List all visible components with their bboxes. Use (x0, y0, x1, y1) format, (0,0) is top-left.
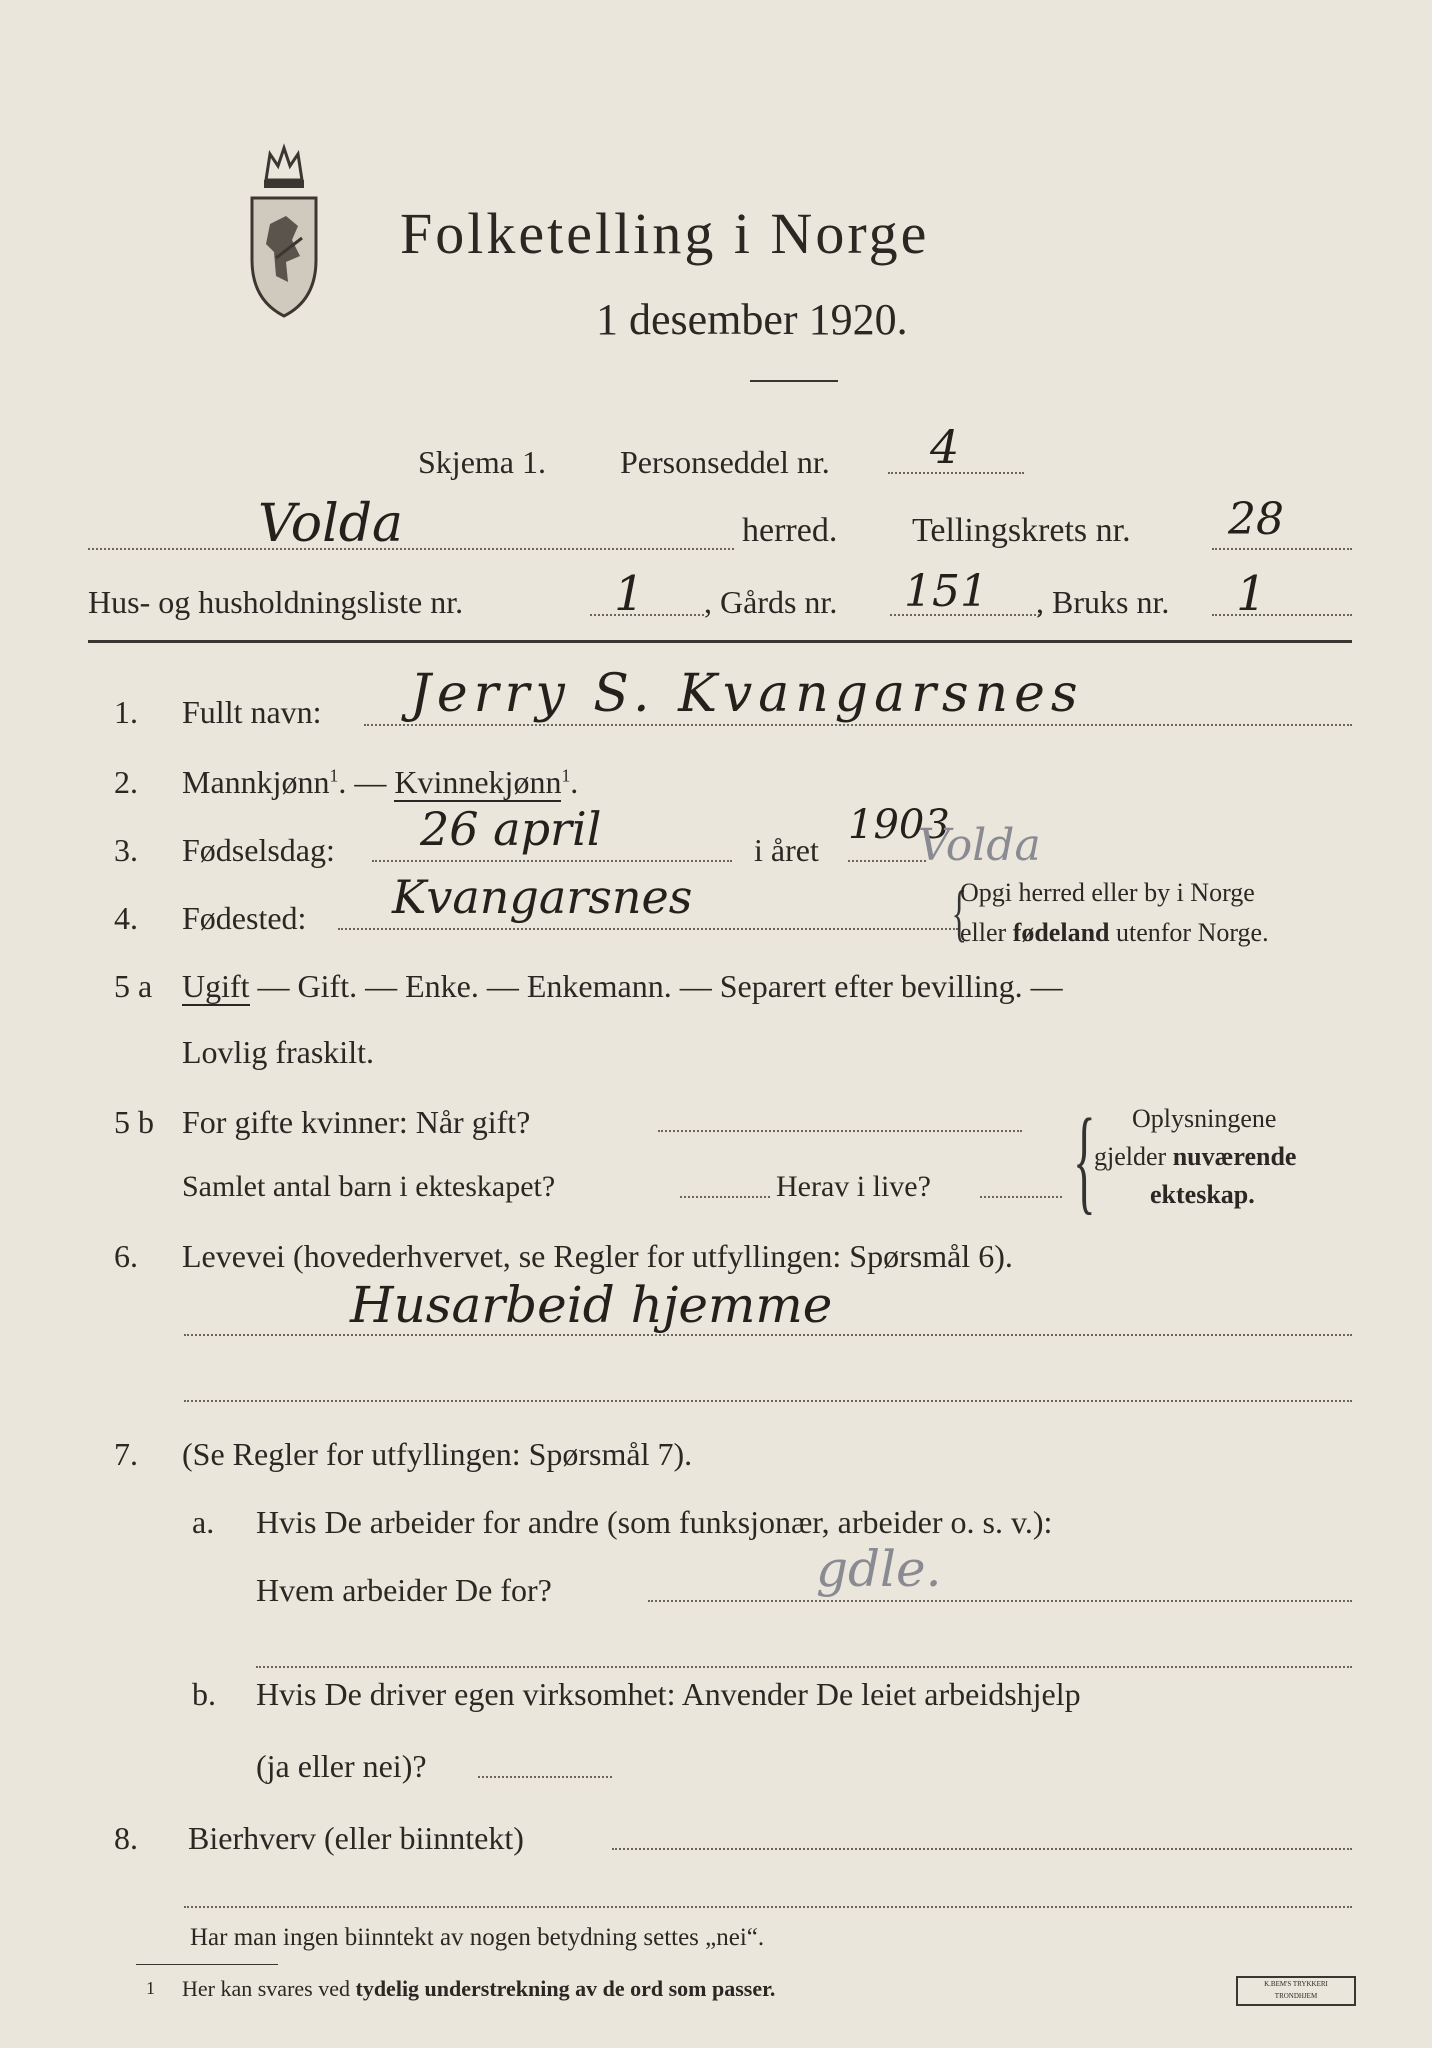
printer-stamp: K.BEM'S TRYKKERI TRONDHJEM (1236, 1976, 1356, 2006)
q6-value: Husarbeid hjemme (350, 1276, 833, 1334)
bruks-label: , Bruks nr. (1036, 584, 1170, 620)
q5b-alive-label: Herav i live? (776, 1170, 931, 1203)
q6-line1 (184, 1334, 1352, 1336)
tellingskrets-value: 28 (1228, 494, 1284, 545)
q1-value: Jerry S. Kvangarsnes (410, 664, 1084, 724)
q3-number: 3. (114, 832, 138, 868)
footnote-text: Her kan svares ved tydelig understrekning av de ord som passer. (182, 1976, 776, 2001)
q5a-number: 5 a (114, 968, 153, 1004)
hus-line (590, 614, 704, 616)
q7a-answer-line (648, 1600, 1352, 1602)
q7-label: (Se Regler for utfyllingen: Spørsmål 7). (182, 1436, 693, 1472)
q5b-note-line3: ekteskap. (1150, 1180, 1255, 1209)
title-divider (750, 380, 838, 382)
footer-note: Har man ingen biinntekt av nogen betydning settes „nei“. (190, 1924, 765, 1951)
q4-label: Fødested: (182, 900, 307, 936)
q7b-answer-line (478, 1776, 612, 1778)
q7a-line2: Hvem arbeider De for? (256, 1572, 552, 1608)
hus-label: Hus- og husholdningsliste nr. (88, 584, 464, 620)
q7b-line1: Hvis De driver egen virksomhet: Anvender De leiet arbeidshjelp (256, 1676, 1081, 1712)
herred-line (88, 548, 734, 550)
q5b-number: 5 b (114, 1104, 154, 1140)
q7b-line2: (ja eller nei)? (256, 1748, 427, 1784)
q7a-value: gdle. (816, 1540, 942, 1598)
q3-year-value: 1903 (848, 802, 950, 848)
hus-value: 1 (614, 566, 645, 622)
q5b-note-line2: gjelder nuværende (1094, 1142, 1297, 1171)
q2-number: 2. (114, 764, 138, 800)
q8-line2 (184, 1906, 1352, 1908)
q3-year-line (848, 860, 926, 862)
q4-pencil-note: Volda (918, 820, 1041, 871)
q5b-alive-line (980, 1196, 1062, 1198)
tellingskrets-line (1212, 548, 1352, 550)
bruks-line (1212, 614, 1352, 616)
personseddel-label: Personseddel nr. (620, 444, 830, 480)
q3-label: Fødselsdag: (182, 832, 335, 868)
q5b-married-line (658, 1130, 1022, 1132)
q5b-line1: For gifte kvinner: Når gift? (182, 1104, 531, 1140)
q3-year-label: i året (754, 832, 819, 868)
q2-kvinnekjonn: Kvinnekjønn (394, 764, 562, 800)
q6-line2 (184, 1400, 1352, 1402)
q5b-children-label: Samlet antal barn i ekteskapet? (182, 1170, 556, 1203)
q5b-note-line1: Oplysningene (1132, 1104, 1277, 1133)
q4-number: 4. (114, 900, 138, 936)
q2-mannkjonn: Mannkjønn (182, 764, 330, 800)
herred-value: Volda (258, 494, 404, 554)
q1-number: 1. (114, 694, 138, 730)
census-date: 1 desember 1920. (596, 295, 908, 344)
page-title: Folketelling i Norge (400, 201, 930, 266)
q3-value: 26 april (420, 802, 602, 856)
gards-value: 151 (904, 566, 988, 617)
gards-label: , Gårds nr. (704, 584, 838, 620)
tellingskrets-label: Tellingskrets nr. (912, 512, 1131, 549)
personseddel-value: 4 (930, 420, 960, 474)
q6-label: Levevei (hovederhvervet, se Regler for utfyllingen: Spørsmål 6). (182, 1238, 1013, 1274)
q3-date-line (372, 860, 732, 862)
q8-line1 (612, 1848, 1352, 1850)
q5b-brace: { (1072, 1094, 1096, 1225)
q4-value: Kvangarsnes (392, 870, 693, 924)
footnote-mark: 1 (146, 1978, 155, 1998)
q7a-letter: a. (192, 1504, 215, 1540)
q7b-letter: b. (192, 1676, 216, 1712)
q8-number: 8. (114, 1820, 138, 1856)
q2-options: Mannkjønn$^1$. — Kvinnekjønn$^1$. (182, 764, 579, 800)
q5a-options-line1: Ugift — Gift. — Enke. — Enkemann. — Separert efter bevilling. — (182, 968, 1063, 1004)
q7a-extra-line (256, 1666, 1352, 1668)
q6-number: 6. (114, 1238, 138, 1274)
q7a-line1: Hvis De arbeider for andre (som funksjonær, arbeider o. s. v.): (256, 1504, 1053, 1540)
footnote-rule (136, 1964, 278, 1965)
q8-label: Bierhverv (eller biinntekt) (188, 1820, 524, 1856)
q1-label: Fullt navn: (182, 694, 322, 730)
q5a-options-line2: Lovlig fraskilt. (182, 1034, 374, 1070)
q1-line (364, 724, 1352, 726)
q4-note-line1: Opgi herred eller by i Norge (960, 878, 1255, 907)
bruks-value: 1 (1236, 566, 1267, 622)
q4-brace: { (951, 877, 968, 948)
q7-number: 7. (114, 1436, 138, 1472)
q5a-ugift: Ugift (182, 968, 250, 1004)
herred-label: herred. (742, 512, 838, 549)
q4-note-line2: eller fødeland utenfor Norge. (960, 918, 1269, 947)
coat-of-arms-icon (246, 140, 322, 318)
q5b-children-line (680, 1196, 770, 1198)
header-rule (88, 640, 1352, 643)
skjema-label: Skjema 1. (418, 444, 546, 480)
q4-line (338, 928, 958, 930)
